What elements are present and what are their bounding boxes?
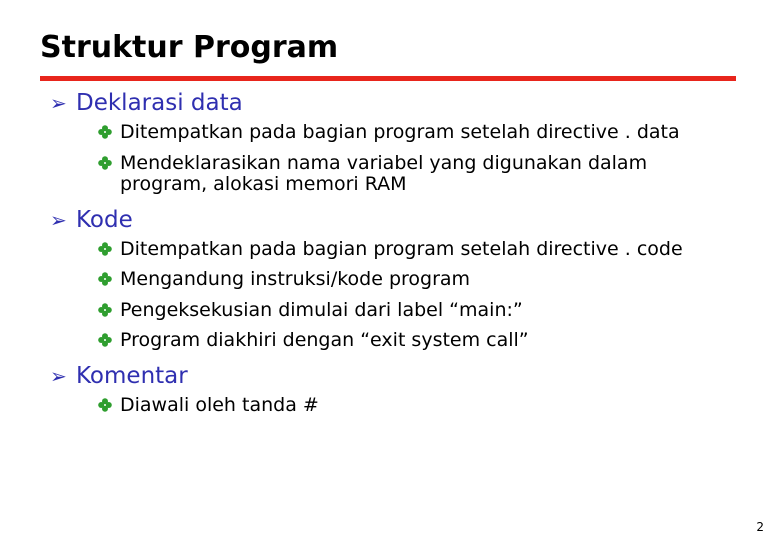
diamond-bullet-icon (98, 333, 112, 347)
list-item-text: Ditempatkan pada bagian program setelah directive . data (120, 121, 680, 143)
section-heading: Deklarasi data (76, 90, 243, 116)
arrowhead-icon: ➢ (50, 207, 67, 232)
page-number: 2 (756, 520, 764, 534)
list-item (98, 330, 740, 352)
arrowhead-icon: ➢ (50, 91, 67, 115)
list-item-text: Diawali oleh tanda # (120, 393, 319, 416)
list-item-text: Ditempatkan pada bagian program setelah directive . code (120, 237, 683, 260)
list-item-text: Pengeksekusian dimulai dari label “main:” (120, 298, 523, 321)
section-kode (50, 205, 740, 352)
sub-bullet-list (98, 239, 740, 352)
list-item (98, 269, 740, 291)
diamond-bullet-icon (98, 242, 112, 256)
section-heading: Kode (76, 206, 133, 233)
section-heading: Komentar (76, 362, 188, 389)
diamond-bullet-icon (98, 272, 112, 286)
diamond-bullet-icon (98, 398, 112, 412)
list-item (98, 122, 740, 144)
list-item (98, 239, 740, 261)
list-item-text: Mendeklarasikan nama variabel yang digunakan dalam program, alokasi memori RAM (120, 151, 648, 195)
diamond-bullet-icon (98, 156, 112, 170)
list-item (98, 395, 740, 417)
slide-content (50, 88, 740, 425)
bullet-heading (50, 361, 740, 391)
bullet-heading (50, 205, 740, 235)
list-item (98, 153, 740, 196)
slide-title: Struktur Program (40, 30, 339, 65)
list-item (98, 300, 740, 322)
sub-bullet-list (98, 122, 740, 196)
arrowhead-icon: ➢ (50, 363, 67, 388)
list-item-text: Program diakhiri dengan “exit system call” (120, 329, 529, 351)
sub-bullet-list (98, 395, 740, 417)
diamond-bullet-icon (98, 303, 112, 317)
diamond-bullet-icon (98, 125, 112, 139)
bullet-heading (50, 88, 740, 118)
section-deklarasi-data (50, 88, 740, 196)
title-underline (40, 76, 736, 81)
list-item-text: Mengandung instruksi/kode program (120, 268, 471, 290)
section-komentar (50, 361, 740, 417)
